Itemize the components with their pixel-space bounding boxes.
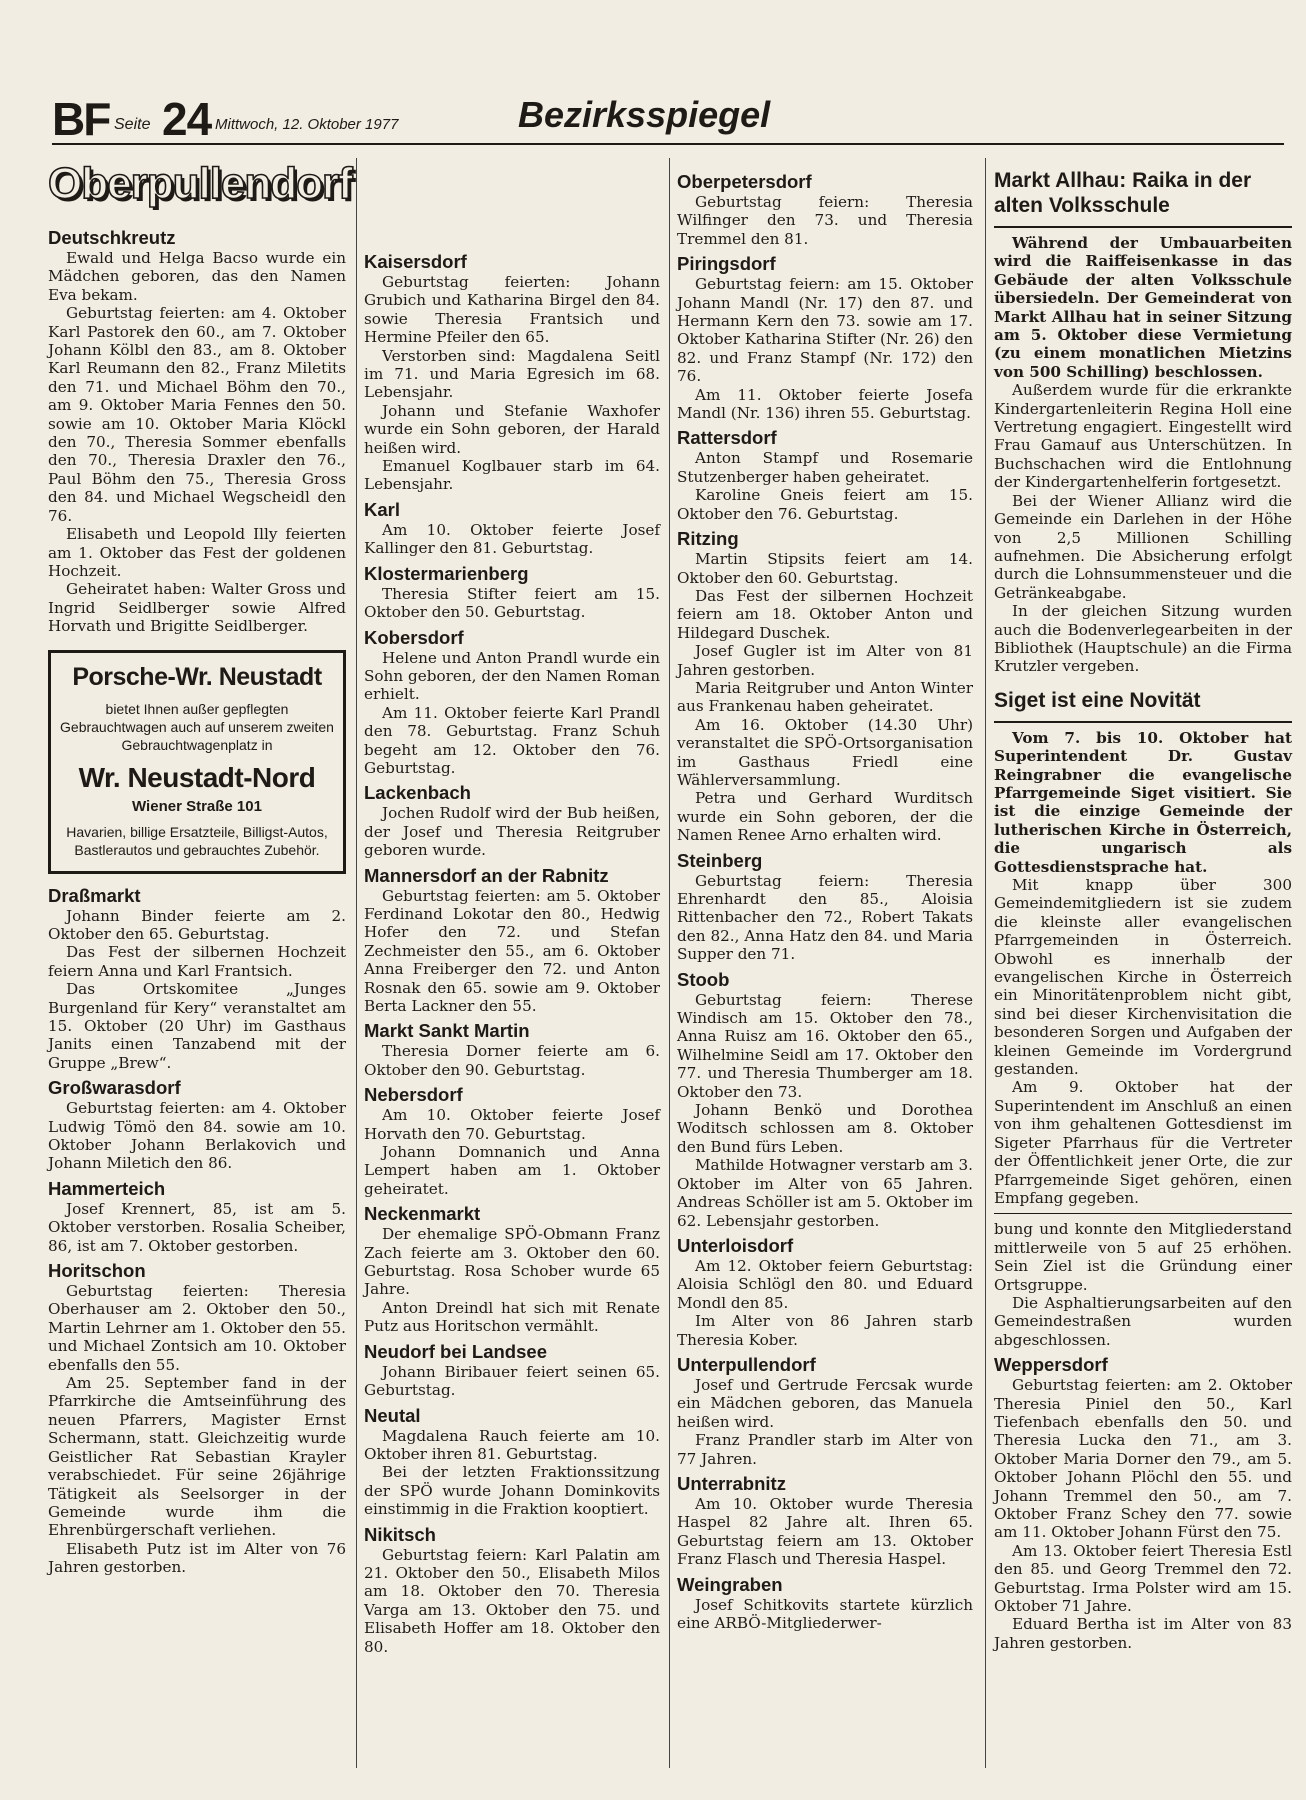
paragraph: Anton Stampf und Rosemarie Stutzenberger haben geheiratet.: [677, 449, 973, 486]
paragraph: Im Alter von 86 Jahren starb Theresia Kober.: [677, 1312, 973, 1349]
paragraph: Josef Gugler ist im Alter von 81 Jahren gestorben.: [677, 642, 973, 679]
headline-rule: [994, 721, 1292, 723]
heading-nebersdorf: Nebersdorf: [364, 1084, 463, 1106]
paragraph: Geburtstag feiern: Karl Palatin am 21. Oktober den 50., Elisabeth Milos am 18. Oktober den 70. Theresia Varga am 13. Oktober den 75. und Elisabeth Hoffer am 18. Oktober den 80.: [364, 1545, 660, 1656]
district-title: Oberpullendorf: [48, 159, 352, 208]
paragraph: Eduard Bertha ist im Alter von 83 Jahren gestorben.: [994, 1615, 1292, 1652]
paragraph: Theresia Dorner feierte am 6. Oktober den 90. Geburtstag.: [364, 1042, 660, 1079]
heading-unterrabnitz: Unterrabnitz: [677, 1472, 786, 1494]
heading-oberpetersdorf: Oberpetersdorf: [677, 171, 812, 192]
heading-ritzing: Ritzing: [677, 528, 739, 550]
masthead-rule: [52, 143, 1284, 145]
paragraph: Am 11. Oktober feierte Josefa Mandl (Nr. 136) ihren 55. Geburtstag.: [677, 385, 973, 423]
heading-deutschkreutz: Deutschkreutz: [48, 227, 176, 248]
paragraph: Ewald und Helga Bacso wurde ein Mädchen geboren, das den Namen Eva bekam.: [48, 249, 346, 304]
paragraph: Am 16. Oktober (14.30 Uhr) veranstaltet die SPÖ-Ortsorganisation im Gasthaus Friedl eine Wählerversammlung.: [677, 715, 973, 789]
paragraph: Die Asphaltierungsarbeiten auf den Gemeindestraßen wurden abgeschlossen.: [994, 1293, 1292, 1349]
paragraph: Johann Domnanich und Anna Lempert haben am 1. Oktober geheiratet.: [364, 1143, 660, 1198]
paragraph: Maria Reitgruber und Anton Winter aus Frankenau haben geheiratet.: [677, 678, 973, 716]
heading-hammerteich: Hammerteich: [48, 1177, 166, 1199]
paragraph: Martin Stipsits feiert am 14. Oktober den 60. Geburtstag.: [677, 550, 973, 587]
paragraph: In der gleichen Sitzung wurden auch die Bodenverlegearbeiten in der Bibliothek (Hauptschule) an die Firma Krutzler vergeben.: [994, 602, 1292, 676]
column-divider: [985, 158, 986, 1768]
paragraph: Das Ortskomitee „Junges Burgenland für Kery“ veranstaltet am 15. Oktober (20 Uhr) im Gasthaus Janits einen Tanzabend mit der Gruppe „Brew“.: [48, 980, 346, 1072]
paragraph: Mit knapp über 300 Gemeindemitgliedern ist sie zudem die kleinste aller evangelischen Pfarrgemeinden in Österreich. Obwohl es innerhalb der evangelischen Kirche in Österreich ein Minoritätenproblem nicht gibt, sind bei dieser Kirchenvisitation die besonderen Sorgen und Aufgaben der kleinen Gemeinde im Vordergrund gestanden.: [994, 876, 1292, 1079]
ad-offer: Havarien, billige Ersatzteile, Billigst-Autos, Bastlerautos und gebrauchtes Zubehör.: [66, 823, 328, 858]
paragraph: Verstorben sind: Magdalena Seitl im 71. und Maria Egresich im 68. Lebensjahr.: [364, 346, 660, 402]
paragraph: Petra und Gerhard Wurditsch wurde ein Sohn geboren, der die Namen Renee Arno erhalten wird.: [677, 789, 973, 845]
paragraph: Johann Biribauer feiert seinen 65. Geburtstag.: [364, 1362, 660, 1400]
paragraph: Geburtstag feierten: Theresia Oberhauser am 2. Oktober den 50., Martin Lehrner am 1. Oktober den 55. und Michael Zontsich am 10. Oktober ebenfalls den 55.: [48, 1282, 346, 1374]
paragraph: Bei der Wiener Allianz wird die Gemeinde ein Darlehen in der Höhe von 2,5 Millionen Schilling aufnehmen. Die Absicherung erfolgt durch die Lohnsummensteuer und die Getränkeabgabe.: [994, 491, 1292, 602]
paragraph: Am 10. Oktober wurde Theresia Haspel 82 Jahre alt. Ihren 65. Geburtstag feiern am 13. Oktober Franz Flasch und Theresia Haspel.: [677, 1494, 973, 1569]
ad-location: Wr. Neustadt-Nord: [78, 761, 316, 793]
ad-address: Wiener Straße 101: [132, 797, 262, 815]
column-1: [48, 158, 352, 1577]
heading-unterloisdorf: Unterloisdorf: [677, 1234, 794, 1256]
paragraph: Johann Benkö und Dorothea Woditsch schlossen am 8. Oktober den Bund fürs Leben.: [677, 1101, 973, 1156]
paragraph: Franz Prandler starb im Alter von 77 Jahren.: [677, 1431, 973, 1468]
paragraph: Geburtstag feiern: Therese Windisch am 15. Oktober den 78., Anna Ruisz am 16. Oktober den 65., Wilhelmine Seidl am 17. Oktober den 77. und Theresia Thumberger am 18. Oktober den 73.: [677, 990, 973, 1101]
paragraph: Außerdem wurde für die erkrankte Kindergartenleiterin Regina Holl eine Vertretung engagiert. Eingestellt wird Frau Gamauf aus Unterschützen. In Buchschachen wird die Entlohnung der Kindergartenhelferin fortgesetzt.: [994, 381, 1292, 492]
paragraph: Theresia Stifter feiert am 15. Oktober den 50. Geburtstag.: [364, 584, 660, 622]
paragraph: Magdalena Rauch feierte am 10. Oktober ihren 81. Geburtstag.: [364, 1426, 660, 1463]
heading-weingraben: Weingraben: [677, 1573, 783, 1595]
heading-lackenbach: Lackenbach: [364, 782, 471, 804]
heading-grosswarasdorf: Großwarasdorf: [48, 1077, 181, 1099]
heading-neutal: Neutal: [364, 1404, 421, 1426]
heading-stoob: Stoob: [677, 968, 730, 990]
section-title: Bezirksspiegel: [518, 94, 771, 135]
heading-karl: Karl: [364, 498, 400, 520]
brand-logo: BF: [52, 93, 110, 145]
column-divider: [669, 158, 670, 1768]
lead-paragraph: Vom 7. bis 10. Oktober hat Superintendent Dr. Gustav Reingrabner die evangelische Pfarrgemeinde Siget visitiert. Sie ist die einzige Gemeinde der lutherischen Kirche in Österreich, die ungarisch als Gottesdienstsprache hat.: [994, 728, 1292, 876]
paragraph: Josef und Gertrude Fercsak wurde ein Mädchen geboren, das Manuela heißen wird.: [677, 1375, 973, 1431]
heading-drassmarkt: Draßmarkt: [48, 884, 141, 906]
column-3: [677, 166, 973, 1632]
paragraph: Das Fest der silbernen Hochzeit feiern Anna und Karl Frantsich.: [48, 943, 346, 980]
paragraph: Geburtstag feierten: am 4. Oktober Ludwig Tömö den 84. sowie am 10. Oktober Johann Berlakovich und Johann Miletich den 86.: [48, 1099, 346, 1173]
paragraph: Geburtstag feierten: am 2. Oktober Theresia Piniel den 50., Karl Tiefenbach ebenfalls den 50. und Theresia Lucka den 71., am 3. Oktober Maria Dorner den 79., am 5. Oktober Johann Plöchl den 55. und Johann Tremmel den 50., am 7. Oktober Franz Schey den 77. sowie am 11. Oktober Johann Fürst den 75.: [994, 1376, 1292, 1542]
paragraph: Geburtstag feiern: am 15. Oktober Johann Mandl (Nr. 17) den 87. und Hermann Kern den 73. sowie am 17. Oktober Katharina Stifter (Nr. 26) den 82. und Franz Stampf (Nr. 172) den 76.: [677, 275, 974, 386]
heading-neckenmarkt: Neckenmarkt: [364, 1203, 481, 1225]
column-2: [364, 246, 660, 1656]
heading-nikitsch: Nikitsch: [364, 1523, 436, 1545]
heading-markt-allhau: Markt Allhau: Raika in der alten Volksschule: [994, 169, 1252, 217]
paragraph: Helene und Anton Prandl wurde ein Sohn geboren, der den Namen Roman erhielt.: [364, 648, 660, 704]
paragraph: Geburtstag feiern: Theresia Ehrenhardt den 85., Aloisia Rittenbacher den 72., Robert Takats den 82., Anna Hatz den 84. und Maria Supper den 71.: [677, 871, 973, 964]
paragraph: Am 12. Oktober feiern Geburtstag: Aloisia Schlögl den 80. und Eduard Mondl den 85.: [677, 1256, 973, 1312]
page-number: 24: [162, 93, 212, 145]
paragraph: Johann Binder feierte am 2. Oktober den 65. Geburtstag.: [48, 906, 346, 943]
paragraph: Bei der letzten Fraktionssitzung der SPÖ wurde Johann Dominkovits einstimmig in die Fraktion kooptiert.: [364, 1463, 660, 1519]
paragraph: Geburtstag feierten: am 5. Oktober Ferdinand Lokotar den 80., Hedwig Hofer den 72. und Stefan Zechmeister den 55., am 6. Oktober Anna Freiberger den 72. und Anton Rosnak den 65. sowie am 9. Oktober Berta Lackner den 55.: [364, 886, 660, 1015]
heading-weppersdorf: Weppersdorf: [994, 1354, 1108, 1376]
porsche-advertisement: [48, 650, 346, 874]
heading-klostermarienberg: Klostermarienberg: [364, 562, 529, 584]
ad-text: bietet Ihnen außer gepflegten Gebrauchtwagen auch auf unserem zweiten Gebrauchtwagenplatz in: [60, 700, 334, 753]
paragraph: Am 10. Oktober feierte Josef Horvath den 70. Geburtstag.: [364, 1106, 660, 1143]
heading-mannersdorf: Mannersdorf an der Rabnitz: [364, 864, 609, 886]
heading-unterpullendorf: Unterpullendorf: [677, 1353, 816, 1375]
paragraph: Emanuel Koglbauer starb im 64. Lebensjahr.: [364, 457, 660, 494]
heading-steinberg: Steinberg: [677, 849, 763, 871]
paragraph: Der ehemalige SPÖ-Obmann Franz Zach feierte am 3. Oktober den 60. Geburtstag. Rosa Schober wurde 65 Jahre.: [364, 1225, 660, 1299]
paragraph: Mathilde Hotwagner verstarb am 3. Oktober im Alter von 65 Jahren. Andreas Schöller ist am 5. Oktober im 62. Lebensjahr gestorben.: [677, 1156, 973, 1230]
paragraph-continued: bung und konnte den Mitgliederstand mittlerweile von 5 auf 25 erhöhen. Sein Ziel ist die Gründung einer Ortsgruppe.: [994, 1220, 1292, 1294]
heading-piringsdorf: Piringsdorf: [677, 253, 776, 275]
paragraph: Am 9. Oktober hat der Superintendent im Anschluß an einen von ihm gehaltenen Gottesdienst im Sigeter Pfarrhaus für die Vertreter der Öffentlichkeit jener Orte, die zur Pfarrgemeinde Siget gehören, einen Empfang gegeben.: [994, 1078, 1292, 1207]
heading-rattersdorf: Rattersdorf: [677, 427, 777, 449]
heading-kaisersdorf: Kaisersdorf: [364, 251, 467, 272]
ad-title: Porsche-Wr. Neustadt: [72, 662, 322, 691]
paragraph: Am 13. Oktober feiert Theresia Estl den 85. und Georg Tremmel den 72. Geburtstag. Irma Polster wird am 15. Oktober 71 Jahre.: [994, 1541, 1292, 1616]
masthead: [52, 90, 1282, 145]
column-divider: [356, 158, 357, 1768]
heading-kobersdorf: Kobersdorf: [364, 626, 464, 648]
paragraph: Geburtstag feierten: am 4. Oktober Karl Pastorek den 60., am 7. Oktober Johann Kölbl den 83., am 8. Oktober Karl Reumann den 82., Franz Miletits den 71. und Michael Böhm den 70., am 9. Oktober Maria Fennes den 50. sowie am 10. Oktober Maria Klöckl den 70., Theresia Sommer ebenfalls den 70., Theresia Draxler den 76., Paul Böhm den 75., Theresia Gross den 84. und Michael Wegscheidl den 76.: [48, 304, 346, 525]
paragraph: Das Fest der silbernen Hochzeit feiern am 18. Oktober Anton und Hildegard Duschek.: [677, 586, 973, 642]
paragraph: Am 25. September fand in der Pfarrkirche die Amtseinführung des neuen Pfarrers, Magister Ernst Schermann, statt. Gleichzeitig wurde Geistlicher Rat Sebastian Krayler verabschiedet. Für seine 26jährige Tätigkeit als Seelsorger in der Gemeinde wurde ihm die Ehrenbürgerschaft verliehen.: [48, 1374, 346, 1540]
paragraph: Josef Schitkovits startete kürzlich eine ARBÖ-Mitgliederwer-: [677, 1595, 973, 1632]
lead-paragraph: Während der Umbauarbeiten wird die Raiffeisenkasse in das Gebäude der alten Volksschule übersiedeln. Der Gemeinderat von Markt Allhau hat in seiner Sitzung am 5. Oktober diese Vermietung (zu einem monatlichen Mietzins von 500 Schilling) beschlossen.: [994, 234, 1292, 381]
heading-siget: Siget ist eine Novität: [994, 688, 1201, 712]
heading-horitschon: Horitschon: [48, 1260, 146, 1282]
heading-markt-sankt-martin: Markt Sankt Martin: [364, 1020, 530, 1042]
paragraph: Elisabeth und Leopold Illy feierten am 1. Oktober das Fest der goldenen Hochzeit.: [48, 525, 346, 580]
issue-date: Mittwoch, 12. Oktober 1977: [215, 116, 399, 133]
paragraph: Karoline Gneis feiert am 15. Oktober den 76. Geburtstag.: [677, 486, 973, 523]
paragraph: Am 11. Oktober feierte Karl Prandl den 78. Geburtstag. Franz Schuh begeht am 12. Oktober den 76. Geburtstag.: [364, 703, 660, 777]
paragraph: Am 10. Oktober feierte Josef Kallinger den 81. Geburtstag.: [364, 520, 660, 558]
heading-neudorf: Neudorf bei Landsee: [364, 1340, 547, 1362]
section-divider: [994, 1213, 1292, 1214]
page-label: Seite: [114, 116, 151, 133]
paragraph: Geburtstag feierten: Johann Grubich und Katharina Birgel den 84. sowie Theresia Frantsich und Hermine Pfeiler den 65.: [364, 273, 660, 347]
column-4: [994, 168, 1292, 1652]
headline-rule: [994, 226, 1292, 228]
paragraph: Anton Dreindl hat sich mit Renate Putz aus Horitschon vermählt.: [364, 1298, 660, 1336]
paragraph: Geburtstag feiern: Theresia Wilfinger den 73. und Theresia Tremmel den 81.: [677, 193, 973, 248]
paragraph: Johann und Stefanie Waxhofer wurde ein Sohn geboren, der Harald heißen wird.: [364, 401, 660, 457]
paragraph: Geheiratet haben: Walter Gross und Ingrid Seidlberger sowie Alfred Horvath und Brigitte Seidlberger.: [48, 580, 346, 636]
paragraph: Elisabeth Putz ist im Alter von 76 Jahren gestorben.: [48, 1539, 346, 1577]
paragraph: Josef Krennert, 85, ist am 5. Oktober verstorben. Rosalia Scheiber, 86, ist am 7. Oktober gestorben.: [48, 1199, 346, 1255]
paragraph: Jochen Rudolf wird der Bub heißen, der Josef und Theresia Reitgruber geboren wurde.: [364, 804, 660, 860]
